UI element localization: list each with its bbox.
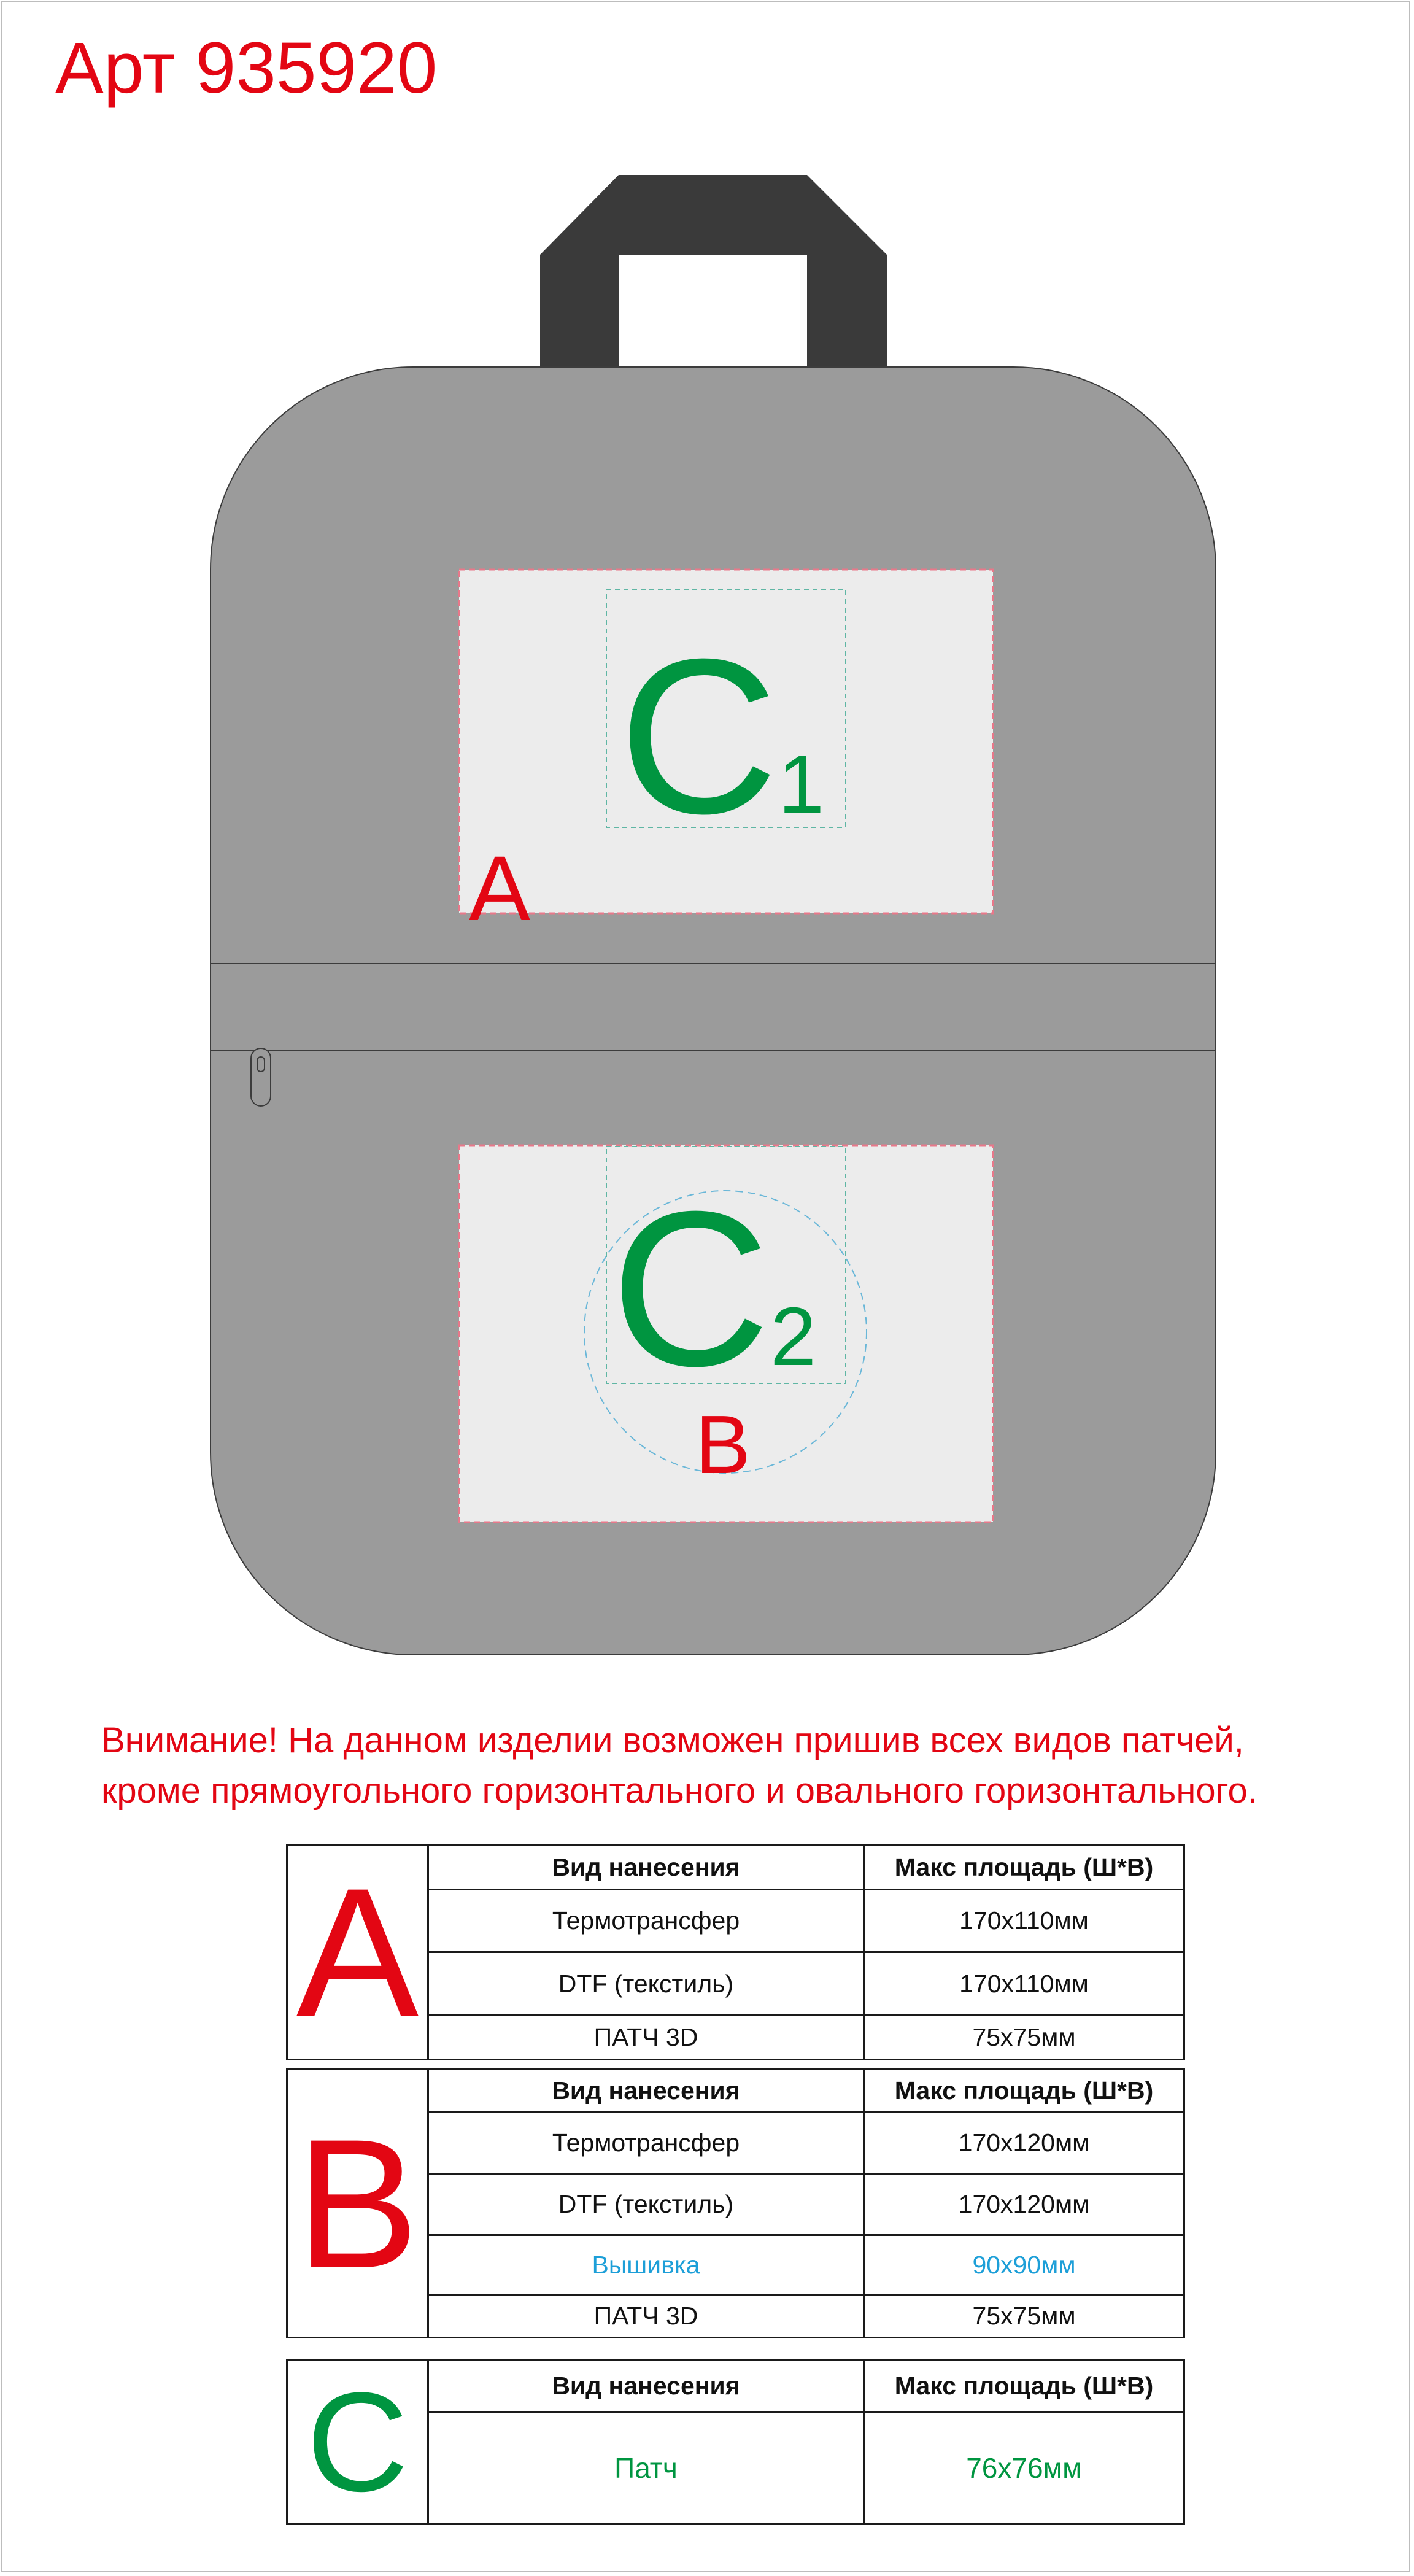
- row-method: Термотрансфер: [428, 1889, 864, 1952]
- header-method: Вид нанесения: [428, 1846, 864, 1890]
- table-zone-letter: C: [287, 2360, 428, 2524]
- row-area: 170х120мм: [864, 2174, 1184, 2235]
- row-area: 75х75мм: [864, 2295, 1184, 2338]
- table-zone-letter: B: [287, 2070, 428, 2338]
- row-area: 170х110мм: [864, 1889, 1184, 1952]
- table-header-row: [287, 2070, 1184, 2113]
- row-method: DTF (текстиль): [428, 1952, 864, 2016]
- bag-handle: [540, 175, 887, 368]
- row-method: DTF (текстиль): [428, 2174, 864, 2235]
- table-header-row: [287, 2360, 1184, 2412]
- c2-main: C: [611, 1166, 770, 1412]
- header-method: Вид нанесения: [428, 2360, 864, 2412]
- header-method: Вид нанесения: [428, 2070, 864, 2113]
- row-area: 170х110мм: [864, 1952, 1184, 2016]
- row-area: 170х120мм: [864, 2113, 1184, 2174]
- header-area: Макс площадь (Ш*В): [864, 2360, 1184, 2412]
- table-zone-letter: A: [287, 1846, 428, 2060]
- header-area: Макс площадь (Ш*В): [864, 2070, 1184, 2113]
- zipper-band: [211, 964, 1216, 1051]
- table-zone-a: [286, 1844, 1185, 2060]
- c1-sub: 1: [778, 738, 825, 830]
- notice-text: [101, 1715, 1329, 1816]
- row-method: Патч: [428, 2412, 864, 2524]
- c2-sub: 2: [770, 1290, 817, 1383]
- row-area: 90х90мм: [864, 2235, 1184, 2295]
- zone-c1-label: [619, 613, 825, 860]
- zone-c2-label: [611, 1166, 817, 1412]
- notice-line-1: Внимание! На данном изделии возможен пришив всех видов патчей,: [101, 1720, 1244, 1760]
- row-method: ПАТЧ 3D: [428, 2016, 864, 2060]
- table-zone-c: [286, 2359, 1185, 2525]
- zone-b-letter: B: [695, 1398, 751, 1491]
- row-method: Вышивка: [428, 2235, 864, 2295]
- notice-line-2: кроме прямоугольного горизонтального и овального горизонтального.: [101, 1771, 1258, 1811]
- table-header-row: [287, 1846, 1184, 1890]
- row-method: Термотрансфер: [428, 2113, 864, 2174]
- row-area: 76х76мм: [864, 2412, 1184, 2524]
- row-method: ПАТЧ 3D: [428, 2295, 864, 2338]
- table-zone-b: [286, 2068, 1185, 2338]
- zone-a-letter: A: [469, 837, 531, 940]
- row-area: 75х75мм: [864, 2016, 1184, 2060]
- article-title: Арт 935920: [55, 28, 438, 109]
- header-area: Макс площадь (Ш*В): [864, 1846, 1184, 1890]
- c1-main: C: [619, 613, 778, 860]
